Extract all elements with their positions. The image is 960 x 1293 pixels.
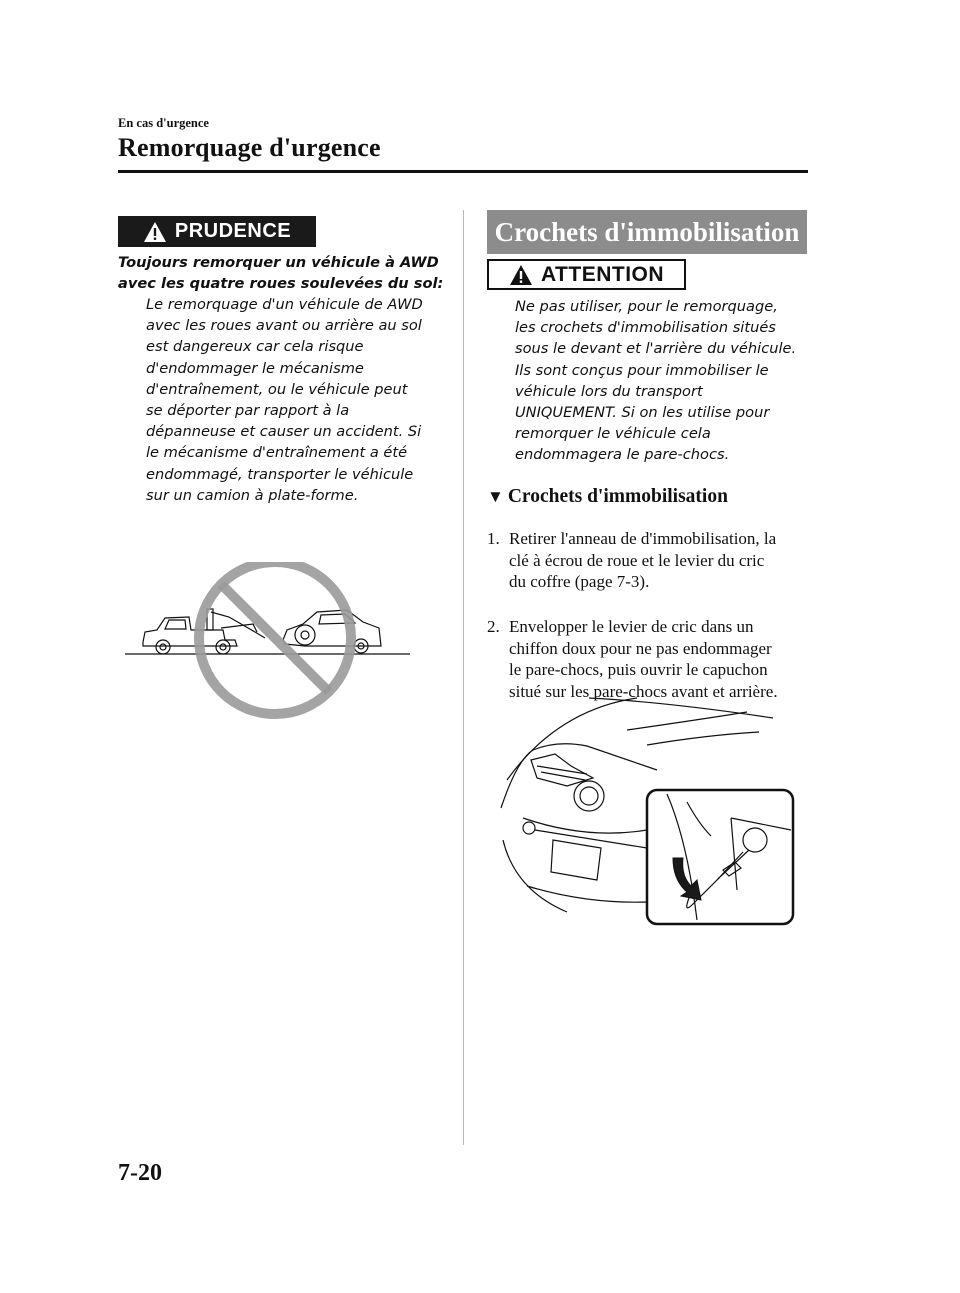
- down-triangle-icon: ▼: [487, 487, 504, 506]
- warning-triangle-icon: [143, 221, 167, 243]
- attention-body: Ne pas utiliser, pour le remorquage, les crochets d'immobilisation situés sous le devant et l'arrière du véhicule. Ils sont conçus pour immobiliser le véhicule lors du transport UNIQUEMENT. Si on les utilise pour remorquer le véhicule cela endommagera le pare-chocs.: [515, 298, 797, 464]
- inset-detail-icon: [647, 790, 793, 924]
- step-number: 1.: [487, 529, 500, 548]
- warning-body: Le remorquage d'un véhicule de AWD avec les roues avant ou arrière au sol est dangereux car cela risque d'endommager le mécanisme d'entraînement, ou le véhicule peut se déporter par rapport à la dépanneuse et causer un accident. Si le mécanisme d'entraînement a été endommagé, transporter le véhicule sur un camion à plate-forme.: [146, 296, 423, 504]
- towed-car-icon: [283, 610, 381, 653]
- subheading: [487, 486, 728, 508]
- warning-lead: Toujours remorquer un véhicule à AWD avec les quatre roues soulevées du sol:: [118, 254, 444, 292]
- prudence-badge: [118, 216, 316, 247]
- step-text: Envelopper le levier de cric dans un chiffon doux pour ne pas endommager le pare-chocs, puis ouvrir le capuchon situé sur les pare-chocs avant et arrière.: [509, 617, 778, 701]
- front-bumper-cap-illustration: [497, 690, 797, 930]
- page-title: Remorquage d'urgence: [118, 133, 381, 162]
- page-number: 7-20: [118, 1160, 162, 1186]
- section-label: En cas d'urgence: [118, 116, 209, 130]
- prudence-label: PRUDENCE: [174, 220, 292, 242]
- step-text: Retirer l'anneau de d'immobilisation, la clé à écrou de roue et le levier du cric du coffre (page 7-3).: [509, 529, 777, 591]
- tow-truck-prohibited-illustration: [125, 562, 410, 720]
- prohibition-icon: [199, 562, 351, 714]
- attention-label: ATTENTION: [540, 262, 665, 286]
- attention-badge: [487, 259, 686, 290]
- warning-triangle-icon: [509, 264, 533, 286]
- section-header: Crochets d'immobilisation: [487, 210, 807, 254]
- column-divider: [463, 210, 464, 1145]
- subheading-text: Crochets d'immobilisation: [507, 486, 728, 507]
- step-item: [487, 528, 812, 593]
- title-rule: [118, 170, 808, 173]
- step-number: 2.: [487, 617, 500, 636]
